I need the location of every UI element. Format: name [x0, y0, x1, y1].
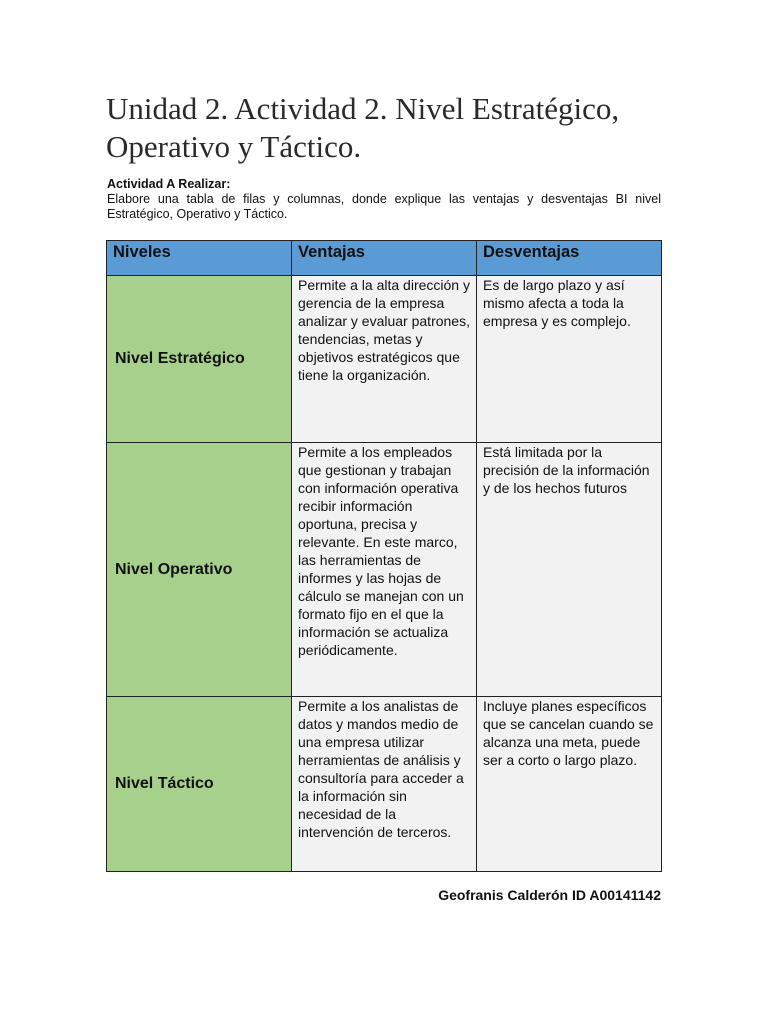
author-signature: Geofranis Calderón ID A00141142	[438, 887, 661, 903]
ventajas-cell: Permite a la alta dirección y gerencia de la empresa analizar y evaluar patrones, tendencias, metas y objetivos estratégicos que tiene la organización.	[292, 276, 477, 443]
header-niveles: Niveles	[107, 241, 292, 276]
level-estrategico: Nivel Estratégico	[107, 276, 292, 443]
activity-instructions	[107, 177, 661, 222]
header-desventajas: Desventajas	[477, 241, 662, 276]
level-tactico: Nivel Táctico	[107, 697, 292, 872]
table-row	[107, 443, 662, 697]
ventajas-cell: Permite a los analistas de datos y mandos medio de una empresa utilizar herramientas de análisis y consultoría para acceder a la información sin necesidad de la intervención de terceros.	[292, 697, 477, 872]
desventajas-cell: Incluye planes específicos que se cancelan cuando se alcanza una meta, puede ser a corto o largo plazo.	[477, 697, 662, 872]
table-row	[107, 697, 662, 872]
activity-heading: Actividad A Realizar:	[107, 177, 231, 191]
desventajas-cell: Es de largo plazo y así mismo afecta a toda la empresa y es complejo.	[477, 276, 662, 443]
table-row	[107, 276, 662, 443]
ventajas-cell: Permite a los empleados que gestionan y trabajan con información operativa recibir información oportuna, precisa y relevante. En este marco, las herramientas de informes y las hojas de cálculo se manejan con un formato fijo en el que la información se actualiza periódicamente.	[292, 443, 477, 697]
desventajas-cell: Está limitada por la precisión de la información y de los hechos futuros	[477, 443, 662, 697]
activity-description: Elabore una tabla de filas y columnas, donde explique las ventajas y desventajas BI nivel Estratégico, Operativo y Táctico.	[107, 192, 661, 221]
level-operativo: Nivel Operativo	[107, 443, 292, 697]
header-ventajas: Ventajas	[292, 241, 477, 276]
table-header-row	[107, 241, 662, 276]
levels-table	[106, 240, 662, 872]
page-title: Unidad 2. Actividad 2. Nivel Estratégico, Operativo y Táctico.	[106, 91, 620, 164]
